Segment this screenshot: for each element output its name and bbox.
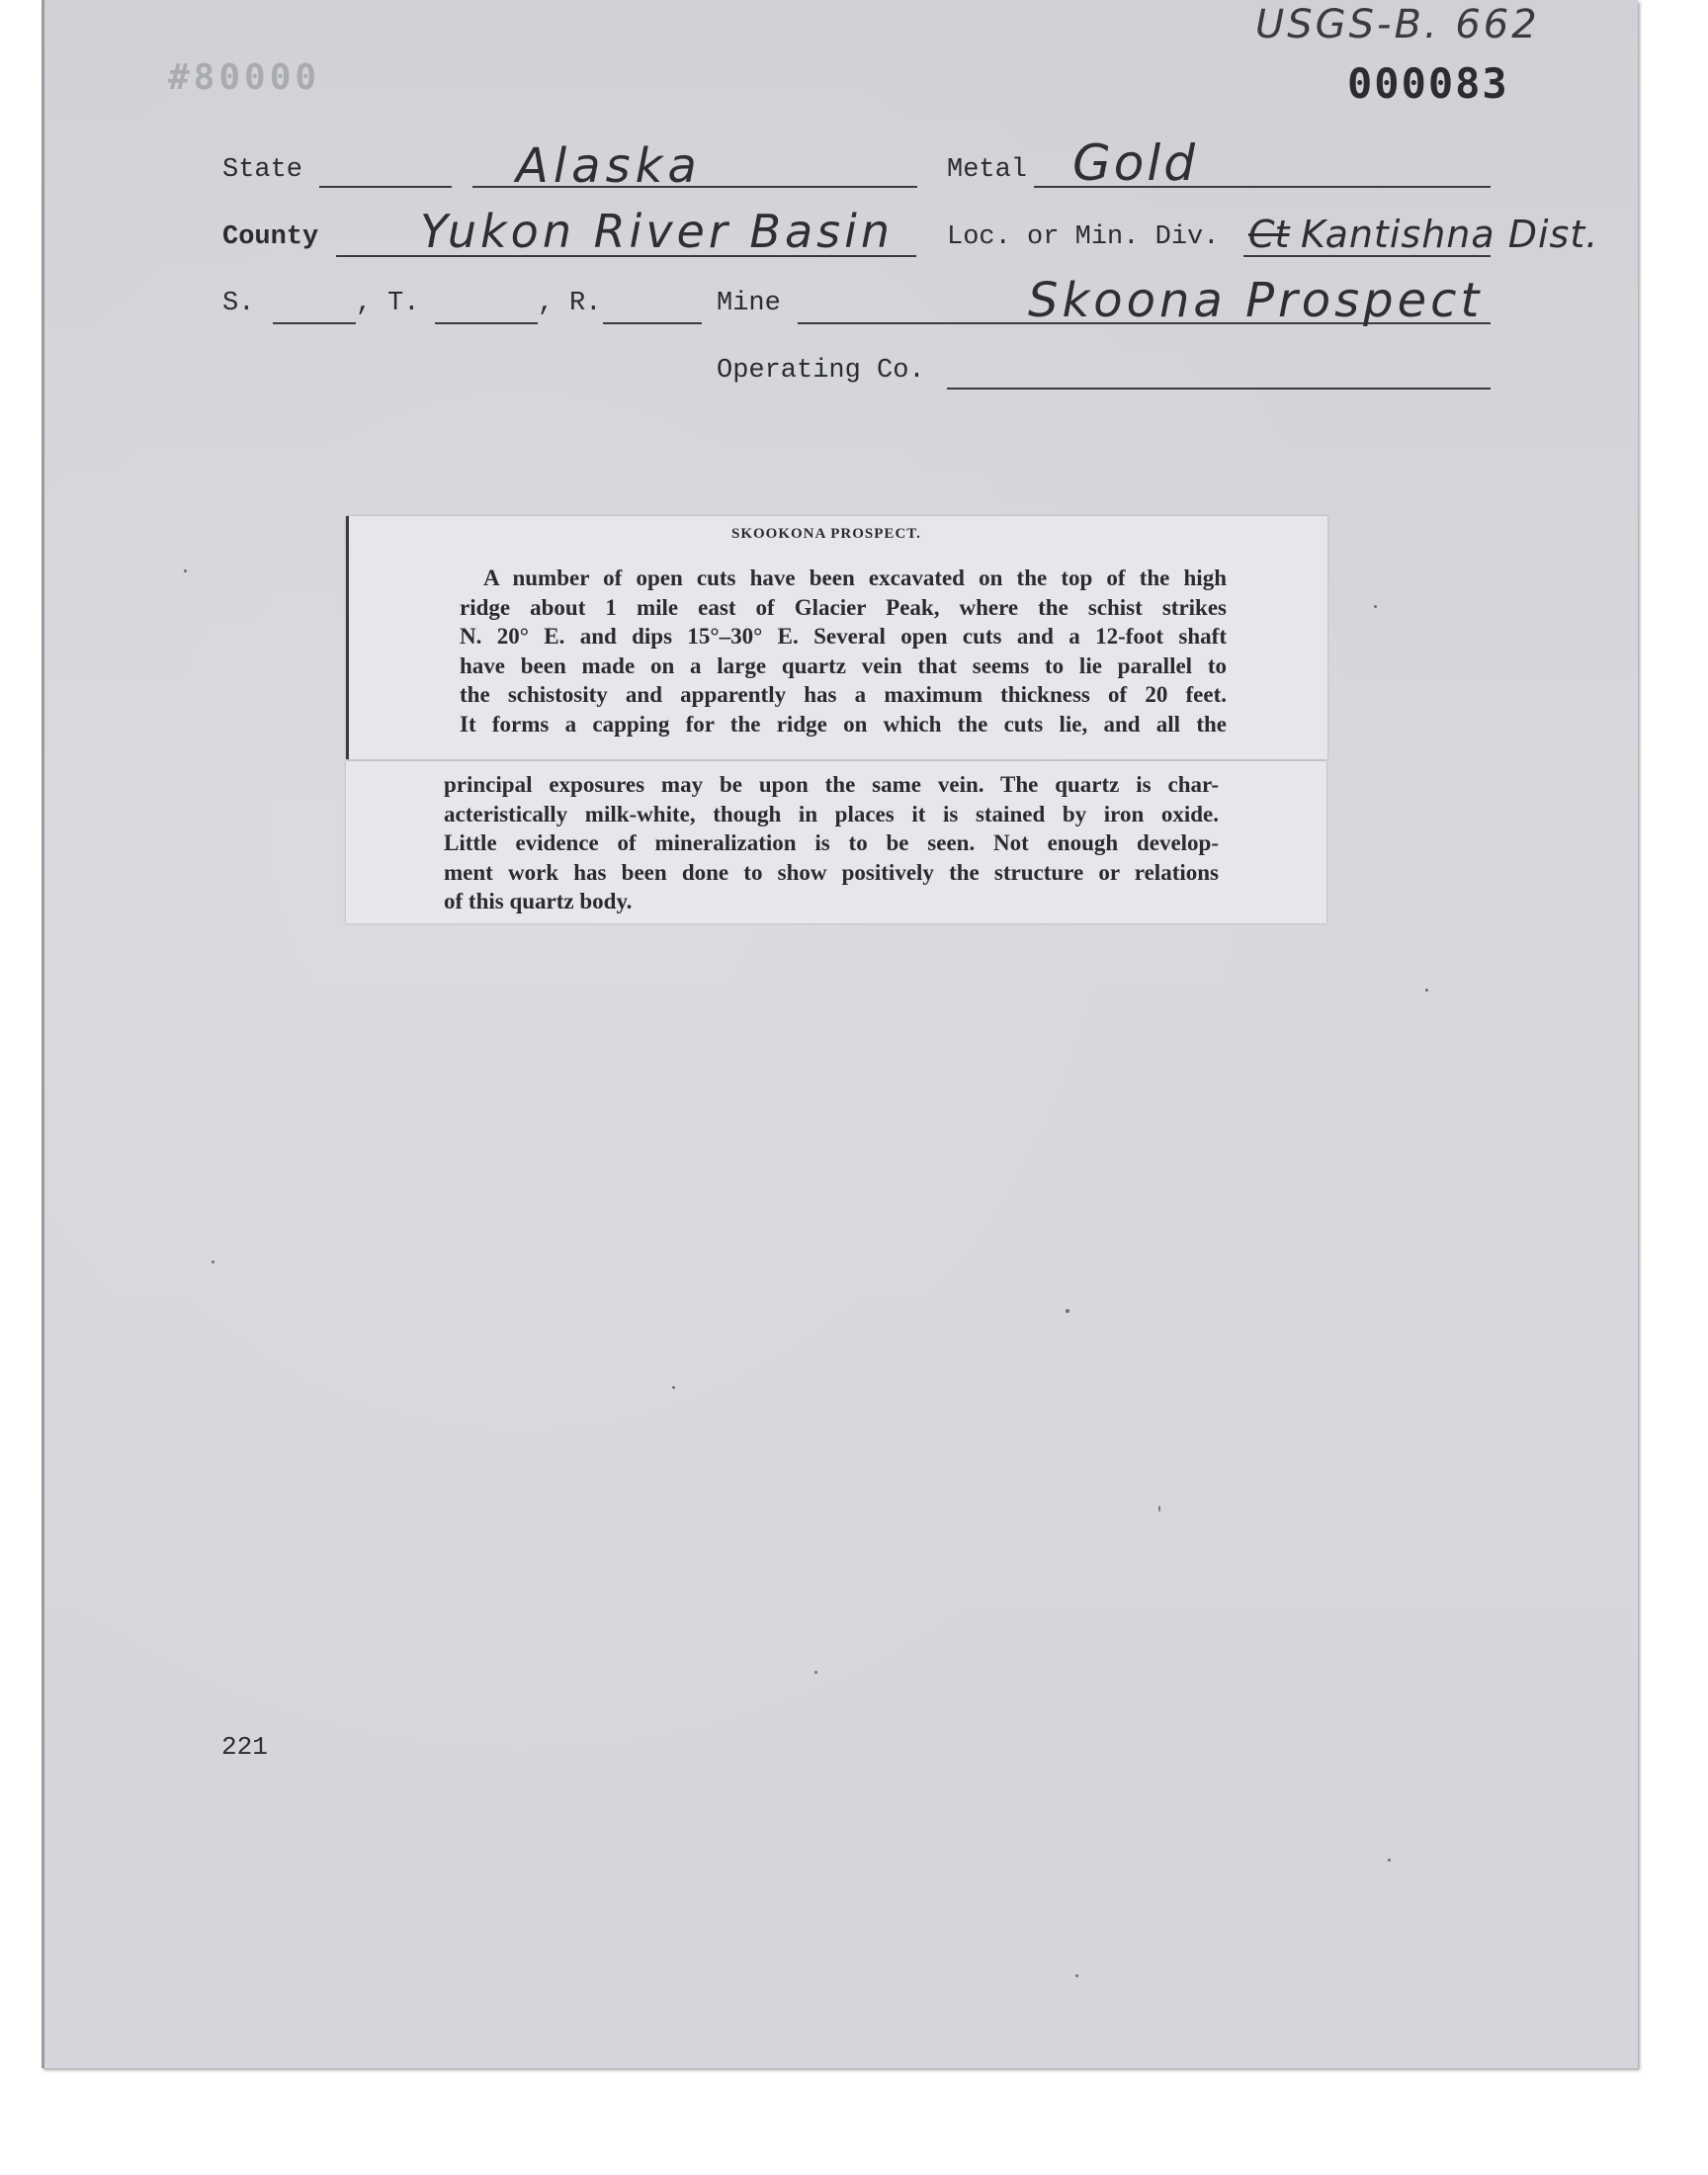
clipping-title: SKOOKONA PROSPECT. <box>731 526 921 542</box>
section-label: S. <box>222 289 255 318</box>
faint-stamp-number: #80000 <box>168 57 321 98</box>
county-label: County <box>222 222 319 252</box>
state-underline <box>319 186 452 188</box>
state-label: State <box>222 155 303 185</box>
clipping-line: A number of open cuts have been excavated on the top of the high <box>483 566 1227 590</box>
metal-value: Gold <box>1072 134 1198 192</box>
section-comma: , <box>356 289 373 318</box>
range-label: R. <box>569 289 602 318</box>
stamp-number: 000083 <box>1347 59 1509 108</box>
scan-speck <box>1374 605 1377 608</box>
loc-value: Kantishna Dist. <box>1301 213 1599 256</box>
township-label: T. <box>387 289 420 318</box>
mine-label: Mine <box>717 289 781 318</box>
clipping-paragraph-1 <box>460 564 1227 740</box>
clipping-line: of this quartz body. <box>444 889 633 914</box>
clipping-paragraph-2 <box>444 770 1219 916</box>
clipping-line: acteristically milk-white, though in places it is stained by iron oxide. <box>444 801 1219 826</box>
loc-label: Loc. or Min. Div. <box>947 222 1220 252</box>
mine-value: Skoona Prospect <box>1028 273 1484 328</box>
scan-speck <box>1388 1859 1391 1862</box>
clipping-line: have been made on a large quartz vein that seems to lie parallel to <box>460 652 1227 678</box>
scan-speck <box>184 569 187 572</box>
scan-speck <box>672 1386 675 1389</box>
scan-speck <box>814 1671 817 1674</box>
metal-label: Metal <box>947 155 1028 185</box>
loc-struck-value: Ct <box>1248 213 1290 256</box>
scan-speck <box>1158 1506 1160 1512</box>
scan-speck <box>1066 1309 1069 1313</box>
clipping-line: ridge about 1 mile east of Glacier Peak, where the schist strikes <box>460 594 1227 620</box>
range-underline <box>603 322 702 324</box>
scan-speck <box>212 1261 214 1263</box>
scan-speck <box>1075 1974 1078 1977</box>
clipping-line: ment work has been done to show positively the structure or relations <box>444 859 1219 885</box>
section-underline <box>273 322 356 324</box>
clipping-line: principal exposures may be upon the same vein. The quartz is char- <box>444 772 1219 797</box>
county-value: Yukon River Basin <box>420 205 895 258</box>
page-number: 221 <box>221 1732 268 1762</box>
operating-label: Operating Co. <box>717 356 925 386</box>
scan-speck <box>1425 989 1428 992</box>
state-value: Alaska <box>516 138 702 194</box>
clipping-line: Little evidence of mineralization is to be seen. Not enough develop- <box>444 830 1219 856</box>
township-underline <box>435 322 538 324</box>
clipping-line: N. 20° E. and dips 15°–30° E. Several open cuts and a 12-foot shaft <box>460 624 1227 650</box>
township-comma: , <box>538 289 555 318</box>
clipping-line: the schistosity and apparently has a maximum thickness of 20 feet. <box>460 682 1227 708</box>
operating-underline <box>947 388 1491 390</box>
reference-code: USGS-B. 662 <box>1255 2 1540 47</box>
clipping-line: It forms a capping for the ridge on which the cuts lie, and all the <box>460 711 1227 737</box>
